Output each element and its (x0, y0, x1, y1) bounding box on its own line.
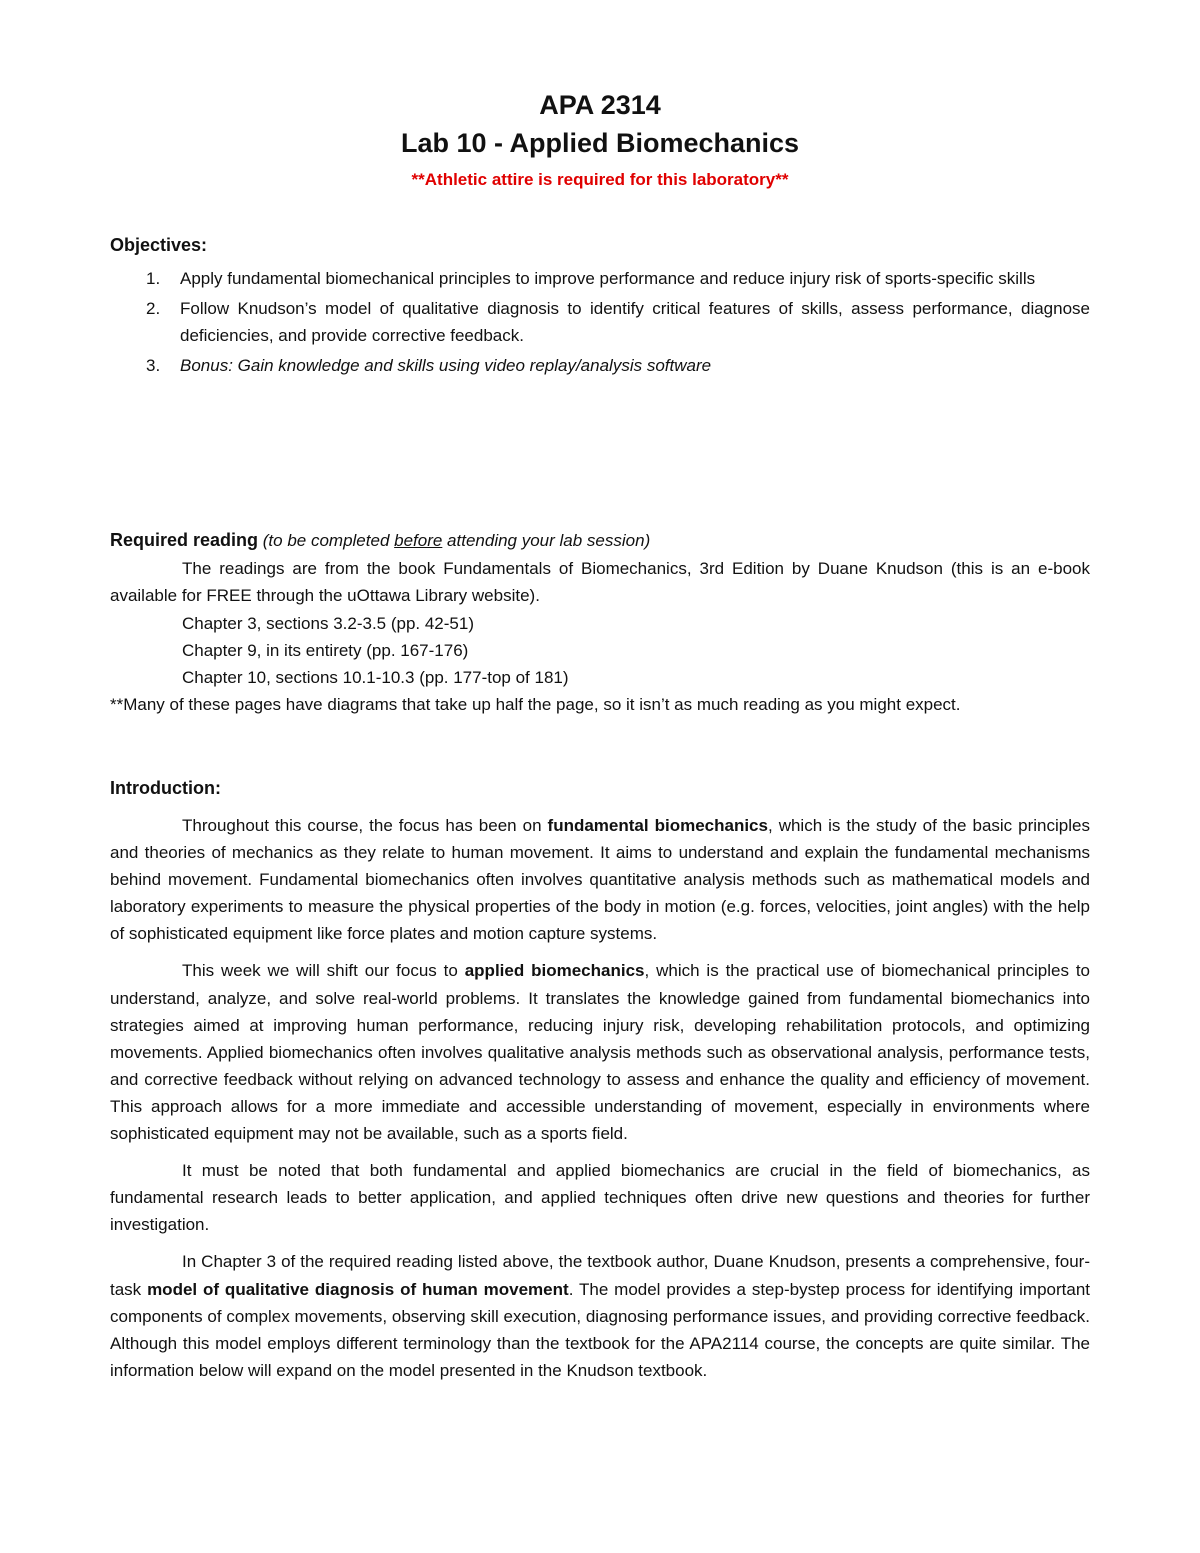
required-reading-section (110, 526, 1090, 719)
intro-p2-after: , which is the practical use of biomechanical principles to understand, analyze, and solve real-world problems. It translates the knowledge gained from fundamental biomechanics into strategies aimed at improving human performance, reducing injury risk, developing rehabilitation protocols, and optimizing movements. Applied biomechanics often involves qualitative analysis methods such as observational analysis, performance tests, and corrective feedback without relying on advanced technology to assess and enhance the quality and efficiency of movement. This approach allows for a more immediate and accessible understanding of movement, especially in environments where sophisticated equipment may not be available, such as a sports field. (110, 961, 1091, 1144)
chapter-item: Chapter 10, sections 10.1-10.3 (pp. 177-top of 181) (182, 668, 569, 688)
reading-note-close: attending your lab session) (442, 531, 651, 550)
attire-note: **Athletic attire is required for this laboratory** (411, 170, 789, 189)
introduction-section (110, 774, 1090, 1394)
intro-paragraph (110, 957, 1090, 1147)
objective-item (110, 295, 1090, 350)
reading-heading: Required reading (110, 530, 259, 550)
objective-number: 3. (146, 355, 161, 375)
chapter-item: Chapter 9, in its entirety (pp. 167-176) (182, 640, 469, 660)
reading-note-underlined: before (394, 531, 443, 550)
objectives-list (110, 265, 1090, 379)
intro-p4-after: . The model provides a step-bystep process for identifying important components of complex movements, observing skill execution, diagnosing performance issues, and providing corrective feedback. Although this model employs different terminology than the textbook for the APA2114 course, the concepts are quite similar. The information below will expand on the model presented in the Knudson textbook. (110, 1279, 1090, 1380)
reading-note (263, 531, 650, 550)
objectives-section (110, 231, 1090, 381)
chapter-item: Chapter 3, sections 3.2-3.5 (pp. 42-51) (182, 613, 474, 633)
objective-text: Bonus: Gain knowledge and skills using video replay/analysis software (180, 355, 712, 375)
reading-heading-line (110, 526, 1090, 555)
objective-item (110, 265, 1090, 293)
objectives-heading: Objectives: (110, 235, 208, 255)
course-code: APA 2314 (539, 90, 661, 120)
introduction-heading: Introduction: (110, 778, 221, 798)
document-header (110, 86, 1090, 192)
intro-paragraph: It must be noted that both fundamental and applied biomechanics are crucial in the field of biomechanics, as fundamental research leads to better application, and applied techniques often drive new questions and theories for further investigation. (110, 1161, 1090, 1235)
objective-number: 2. (146, 298, 161, 318)
objective-number: 1. (146, 269, 161, 288)
intro-p4-before: In Chapter 3 of the required reading listed above, the textbook author, Duane Knudson, presents a comprehensive, four-task (110, 1252, 1090, 1299)
intro-p2-before: This week we will shift our focus to (182, 961, 465, 981)
reading-footnote: **Many of these pages have diagrams that take up half the page, so it isn’t as much reading as you might expect. (110, 695, 961, 715)
intro-p4-bold: model of qualitative diagnosis of human movement (147, 1279, 569, 1299)
reading-note-open: (to be completed (262, 531, 395, 550)
reading-intro: The readings are from the book Fundamentals of Biomechanics, 3rd Edition by Duane Knudson (this is an e-book available for FREE through the uOttawa Library website). (110, 559, 1090, 606)
intro-paragraph (110, 1248, 1090, 1383)
intro-p1-bold: fundamental biomechanics (547, 816, 768, 835)
lab-title: Lab 10 - Applied Biomechanics (400, 128, 800, 158)
intro-paragraph (110, 812, 1090, 947)
intro-p1-after: , which is the study of the basic principles and theories of mechanics as they relate to human movement. It aims to understand and explain the fundamental mechanisms behind movement. Fundamental biomechanics often involves quantitative analysis methods such as mathematical models and laboratory experiments to measure the physical properties of the body in motion (e.g. forces, velocities, joint angles) with the help of sophisticated equipment like force plates and motion capture systems. (110, 816, 1090, 944)
objective-text: Follow Knudson’s model of qualitative diagnosis to identify critical features of skills, assess performance, diagnose deficiencies, and provide corrective feedback. (180, 298, 1090, 345)
document-page (110, 86, 1090, 1506)
objective-item (110, 352, 1090, 380)
intro-p1-before: Throughout this course, the focus has been on (182, 816, 548, 835)
intro-p2-bold: applied biomechanics (464, 961, 645, 981)
objective-text: Apply fundamental biomechanical principles to improve performance and reduce injury risk of sports-specific skills (180, 269, 1036, 288)
